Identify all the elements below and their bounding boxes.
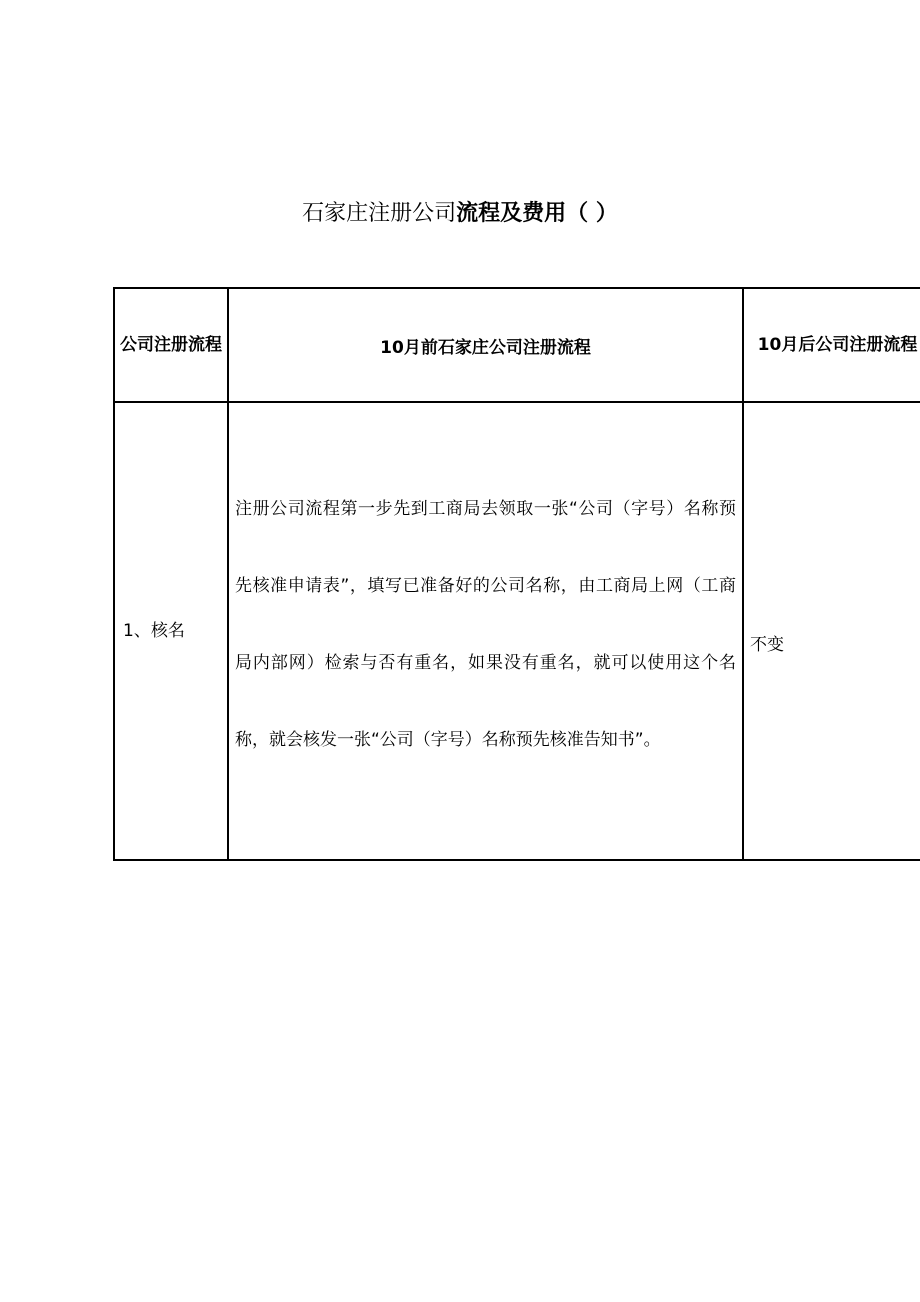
header-before-label: 10月前石家庄公司注册流程 <box>380 337 591 358</box>
document-title <box>0 196 920 232</box>
header-after-label: 10月后公司注册流程 <box>757 335 918 355</box>
step-name: 1、核名 <box>123 621 185 641</box>
title-regular-part: 石家庄注册公司 <box>302 201 457 226</box>
table-row <box>114 402 920 860</box>
after-cell <box>743 402 920 860</box>
before-cell <box>228 402 743 860</box>
header-cell-before <box>228 288 743 402</box>
before-description: 注册公司流程第一步先到工商局去领取一张“公司（字号）名称预先核准申请表”，填写已准备好的公司名称，由工商局上网（工商局内部网）检索与否有重名，如果没有重名，就可以使用这个名称，就会核发一张“公司（字号）名称预先核准告知书”。 <box>235 499 736 750</box>
title-bold-part: 流程及费用（ ） <box>456 201 618 226</box>
after-description: 不变 <box>750 635 784 655</box>
header-cell-step <box>114 288 228 402</box>
table-header-row <box>114 288 920 402</box>
step-cell <box>114 402 228 860</box>
header-cell-after <box>743 288 920 402</box>
registration-flow-table <box>113 287 920 861</box>
header-step-label: 公司注册流程 <box>120 335 222 355</box>
